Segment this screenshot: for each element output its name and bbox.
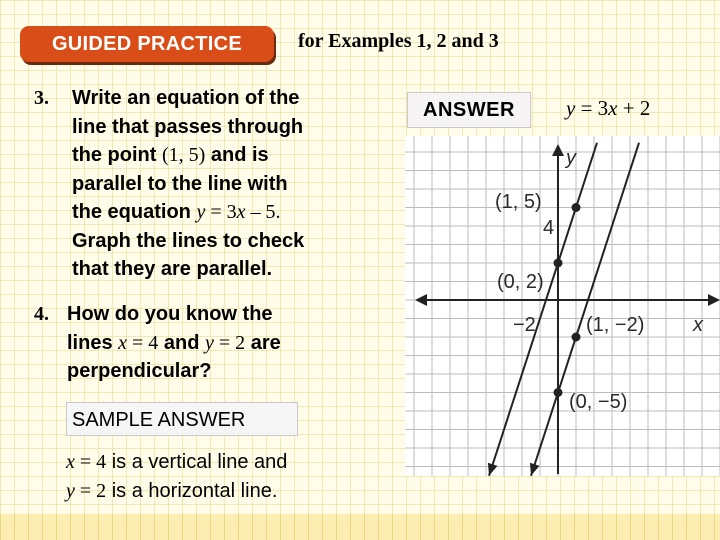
sa-y-eq: = 2 [74, 480, 107, 502]
label-point-1-neg2: (1, −2) [586, 314, 645, 336]
question-4-line-2 [67, 329, 281, 358]
q4-x-var: x [118, 331, 128, 354]
question-3-line-1: Write an equation of the [72, 87, 300, 109]
tick-label-4: 4 [543, 217, 555, 239]
question-4-number: 4. [34, 303, 49, 325]
guided-practice-badge: GUIDED PRACTICE [20, 26, 274, 62]
header-subtitle: for Examples 1, 2 and 3 [298, 30, 499, 52]
x-axis-label: x [693, 314, 703, 336]
q4-line2-mid: and [158, 331, 205, 354]
label-point-0-neg5: (0, −5) [569, 391, 628, 413]
q4-x-eq: = 4 [127, 331, 159, 354]
question-3-line-7: that they are parallel. [72, 258, 273, 280]
question-4-line-3: perpendicular? [67, 360, 212, 382]
answer-eq-end: + 2 [617, 96, 651, 120]
point-0-2 [554, 259, 563, 268]
given-eq-end: – 5. [245, 201, 281, 223]
sa-x-eq: = 4 [74, 451, 107, 473]
sample-answer-text [66, 448, 287, 506]
question-3-line-6: Graph the lines to check [72, 229, 305, 252]
tick-label-neg2: −2 [513, 314, 536, 336]
given-point: (1, 5) [161, 144, 206, 166]
answer-eq-mid: = 3 [575, 96, 609, 120]
given-eq-mid: = 3 [205, 201, 237, 223]
given-eq-y: y [196, 201, 206, 223]
question-3-line-5 [72, 198, 304, 227]
label-point-1-5: (1, 5) [495, 191, 542, 213]
sample-answer-label: SAMPLE ANSWER [66, 402, 298, 436]
sa-line1-end: is a vertical line and [106, 451, 288, 473]
point-1-5 [572, 203, 581, 212]
question-4-line-1: How do you know the [67, 303, 273, 325]
q4-y-eq: = 2 [213, 331, 246, 354]
bottom-border-strip [0, 514, 720, 540]
answer-eq-x: x [608, 96, 618, 120]
point-1-neg2 [572, 333, 581, 342]
answer-label: ANSWER [407, 92, 531, 128]
graph-background [405, 136, 720, 476]
sa-x-var: x [66, 451, 75, 473]
q3-line3-end: and is [205, 144, 269, 166]
question-3-text [72, 84, 304, 284]
answer-eq-y: y [566, 96, 576, 120]
q3-line5-start: the equation [72, 201, 197, 223]
sample-answer-line-1 [66, 448, 287, 477]
question-4-text [67, 300, 281, 386]
q4-line2-start: lines [67, 331, 119, 354]
answer-equation [566, 96, 650, 121]
question-3-line-2: line that passes through [72, 115, 304, 138]
q4-y-var: y [204, 331, 214, 354]
point-0-neg5 [554, 388, 563, 397]
sample-answer-line-2 [66, 477, 287, 506]
coordinate-graph [405, 136, 720, 476]
q4-line2-end: are [245, 331, 281, 354]
given-eq-x: x [236, 201, 246, 223]
sa-line2-end: is a horizontal line. [106, 480, 278, 502]
q3-line3-start: the point [72, 144, 162, 166]
sa-y-var: y [66, 480, 75, 502]
question-3-line-4: parallel to the line with [72, 172, 288, 195]
label-point-0-2: (0, 2) [497, 271, 544, 293]
question-3-line-3 [72, 141, 304, 170]
y-axis-label: y [566, 147, 576, 169]
question-3-number: 3. [34, 87, 49, 109]
